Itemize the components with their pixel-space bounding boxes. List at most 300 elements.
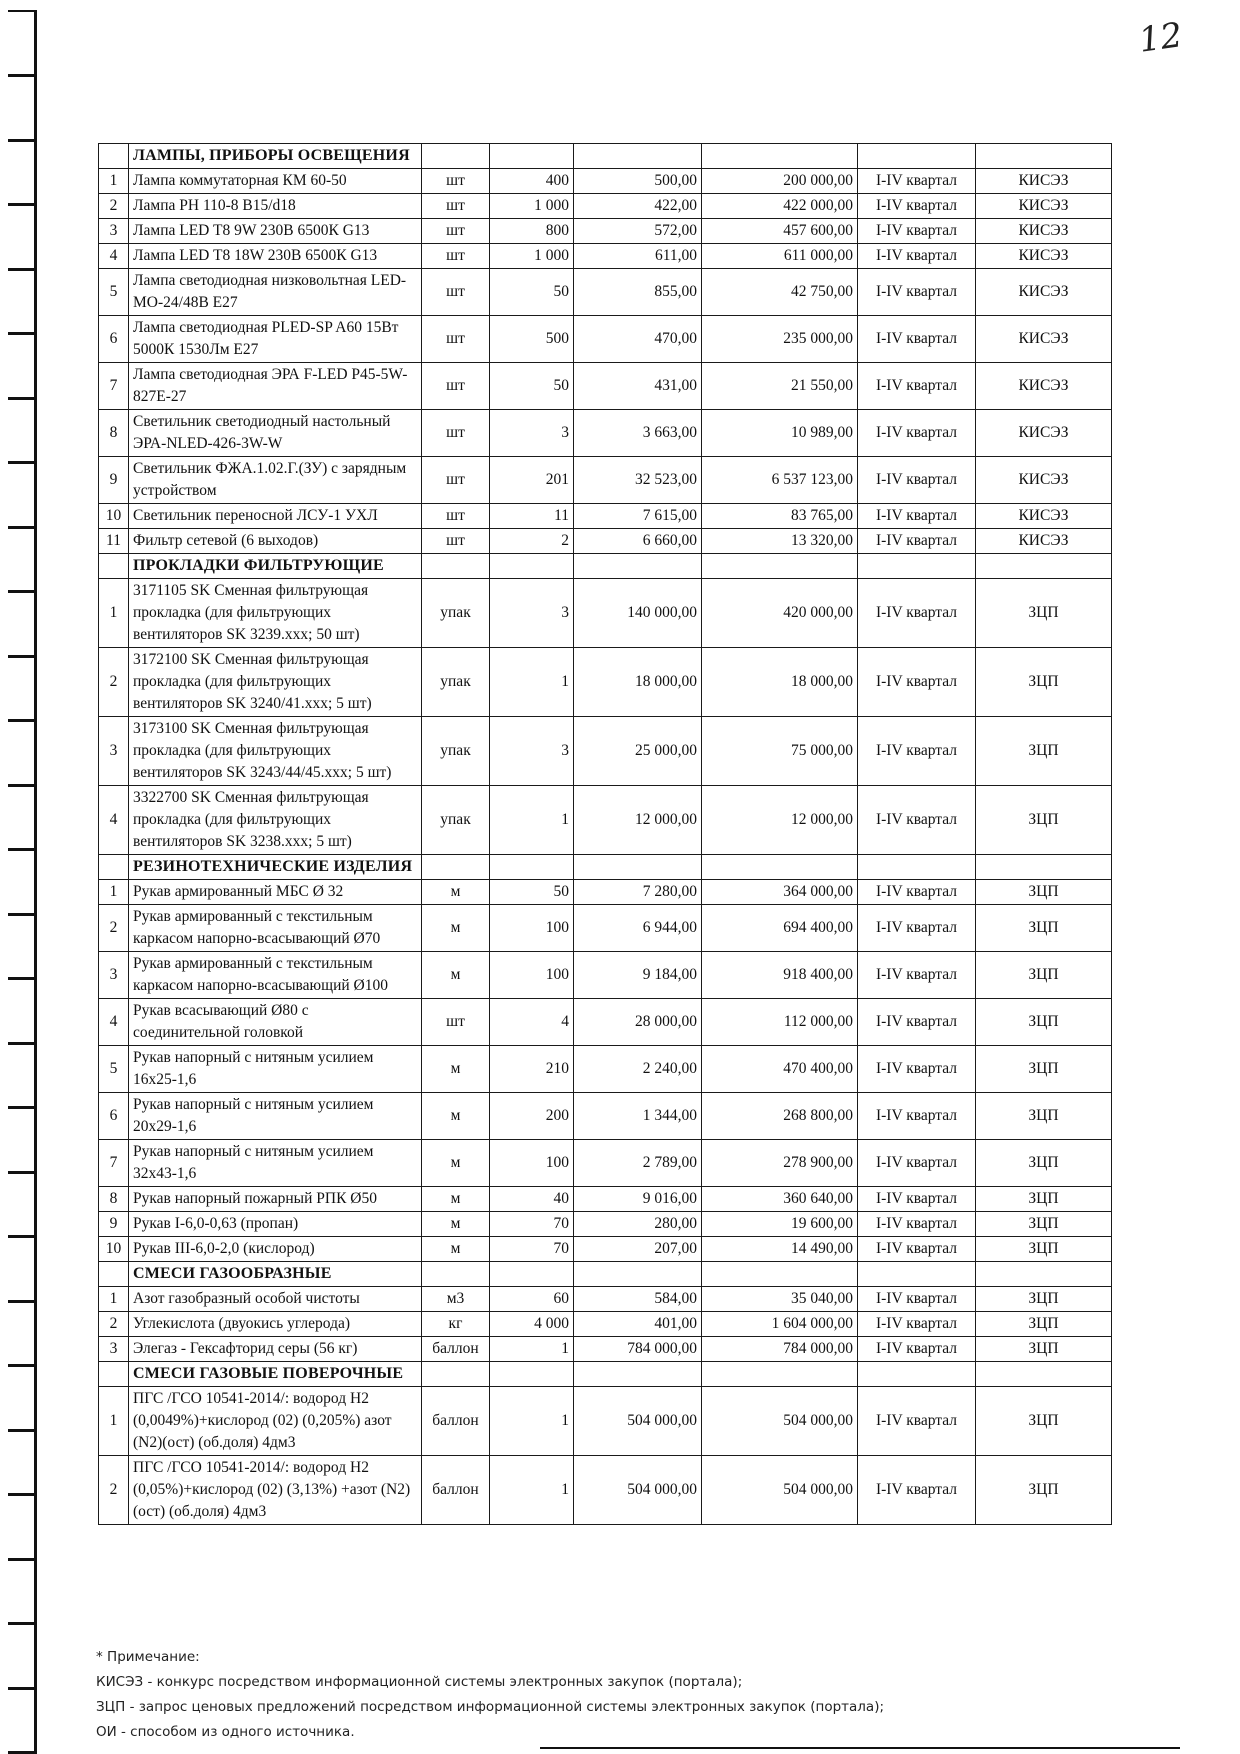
empty-cell xyxy=(976,1362,1112,1387)
empty-cell xyxy=(702,1362,858,1387)
item-name-cell: 3173100 SK Сменная фильтрующая прокладка (для фильтрующих вентиляторов SK 3243/44/45.xxx; 5 шт) xyxy=(129,717,422,786)
unit-price-cell: 207,00 xyxy=(574,1237,702,1262)
unit-cell: м xyxy=(422,1093,490,1140)
item-name-cell: ПГС /ГСО 10541-2014/: водород H2 (0,0049%)+кислород (02) (0,205%) азот (N2)(ост) (об.доля) 4дм3 xyxy=(129,1387,422,1456)
procurement-method-cell: КИСЭЗ xyxy=(976,529,1112,554)
quantity-cell: 1 000 xyxy=(490,244,574,269)
table-row xyxy=(99,269,1112,316)
table-body xyxy=(99,144,1112,1525)
row-number-cell: 2 xyxy=(99,1312,129,1337)
unit-price-cell: 784 000,00 xyxy=(574,1337,702,1362)
total-sum-cell: 35 040,00 xyxy=(702,1287,858,1312)
period-cell: I-IV квартал xyxy=(858,648,976,717)
total-sum-cell: 10 989,00 xyxy=(702,410,858,457)
unit-price-cell: 7 280,00 xyxy=(574,880,702,905)
period-cell: I-IV квартал xyxy=(858,1140,976,1187)
unit-cell: м xyxy=(422,1212,490,1237)
table-row xyxy=(99,1237,1112,1262)
unit-cell: шт xyxy=(422,999,490,1046)
table-row xyxy=(99,504,1112,529)
unit-cell: кг xyxy=(422,1312,490,1337)
period-cell: I-IV квартал xyxy=(858,1046,976,1093)
row-number-cell: 8 xyxy=(99,410,129,457)
empty-cell xyxy=(490,855,574,880)
total-sum-cell: 1 604 000,00 xyxy=(702,1312,858,1337)
empty-cell xyxy=(858,144,976,169)
empty-cell xyxy=(574,1362,702,1387)
quantity-cell: 11 xyxy=(490,504,574,529)
period-cell: I-IV квартал xyxy=(858,219,976,244)
empty-cell xyxy=(574,1262,702,1287)
unit-price-cell: 140 000,00 xyxy=(574,579,702,648)
empty-cell xyxy=(490,1362,574,1387)
row-number-cell: 5 xyxy=(99,1046,129,1093)
total-sum-cell: 6 537 123,00 xyxy=(702,457,858,504)
total-sum-cell: 112 000,00 xyxy=(702,999,858,1046)
section-title: СМЕСИ ГАЗООБРАЗНЫЕ xyxy=(129,1262,422,1287)
unit-cell: шт xyxy=(422,457,490,504)
row-number-cell: 9 xyxy=(99,1212,129,1237)
procurement-method-cell: КИСЭЗ xyxy=(976,316,1112,363)
table-row xyxy=(99,457,1112,504)
total-sum-cell: 784 000,00 xyxy=(702,1337,858,1362)
total-sum-cell: 360 640,00 xyxy=(702,1187,858,1212)
quantity-cell: 1 xyxy=(490,1337,574,1362)
item-name-cell: Лампа светодиодная низковольтная LED-МО-24/48В Е27 xyxy=(129,269,422,316)
unit-cell: баллон xyxy=(422,1337,490,1362)
item-name-cell: Лампа LED T8 18W 230В 6500К G13 xyxy=(129,244,422,269)
procurement-method-cell: ЗЦП xyxy=(976,1140,1112,1187)
binding-mark xyxy=(8,784,37,851)
section-header-row xyxy=(99,144,1112,169)
table-row xyxy=(99,1140,1112,1187)
total-sum-cell: 19 600,00 xyxy=(702,1212,858,1237)
quantity-cell: 100 xyxy=(490,952,574,999)
total-sum-cell: 278 900,00 xyxy=(702,1140,858,1187)
row-number-cell: 2 xyxy=(99,648,129,717)
procurement-method-cell: КИСЭЗ xyxy=(976,410,1112,457)
item-name-cell: Светильник переносной ЛСУ-1 УХЛ xyxy=(129,504,422,529)
quantity-cell: 3 xyxy=(490,717,574,786)
section-header-row xyxy=(99,1262,1112,1287)
empty-cell xyxy=(976,855,1112,880)
empty-cell xyxy=(490,554,574,579)
unit-cell: баллон xyxy=(422,1456,490,1525)
item-name-cell: Лампа LED T8 9W 230В 6500К G13 xyxy=(129,219,422,244)
binding-mark xyxy=(8,1623,37,1690)
table-row xyxy=(99,1046,1112,1093)
notes-title: * Примечание: xyxy=(96,1649,200,1665)
period-cell: I-IV квартал xyxy=(858,579,976,648)
binding-mark xyxy=(8,75,37,142)
total-sum-cell: 75 000,00 xyxy=(702,717,858,786)
unit-price-cell: 500,00 xyxy=(574,169,702,194)
total-sum-cell: 21 550,00 xyxy=(702,363,858,410)
period-cell: I-IV квартал xyxy=(858,1187,976,1212)
procurement-method-cell: ЗЦП xyxy=(976,1456,1112,1525)
binding-mark xyxy=(8,1236,37,1303)
unit-price-cell: 3 663,00 xyxy=(574,410,702,457)
quantity-cell: 1 xyxy=(490,648,574,717)
empty-cell xyxy=(490,1262,574,1287)
period-cell: I-IV квартал xyxy=(858,880,976,905)
table-row xyxy=(99,529,1112,554)
unit-cell: шт xyxy=(422,244,490,269)
quantity-cell: 800 xyxy=(490,219,574,244)
binding-mark xyxy=(8,720,37,787)
quantity-cell: 1 xyxy=(490,786,574,855)
unit-price-cell: 9 016,00 xyxy=(574,1187,702,1212)
unit-price-cell: 855,00 xyxy=(574,269,702,316)
quantity-cell: 3 xyxy=(490,579,574,648)
procurement-method-cell: ЗЦП xyxy=(976,786,1112,855)
table-row xyxy=(99,1093,1112,1140)
quantity-cell: 70 xyxy=(490,1212,574,1237)
section-title: ЛАМПЫ, ПРИБОРЫ ОСВЕЩЕНИЯ xyxy=(129,144,422,169)
unit-price-cell: 7 615,00 xyxy=(574,504,702,529)
item-name-cell: Рукав армированный с текстильным каркасом напорно-всасывающий Ø70 xyxy=(129,905,422,952)
empty-cell xyxy=(490,144,574,169)
binding-holes xyxy=(8,10,40,1750)
empty-cell xyxy=(858,554,976,579)
total-sum-cell: 42 750,00 xyxy=(702,269,858,316)
table-row xyxy=(99,169,1112,194)
item-name-cell: Рукав всасывающий Ø80 с соединительной головкой xyxy=(129,999,422,1046)
unit-cell: упак xyxy=(422,786,490,855)
period-cell: I-IV квартал xyxy=(858,457,976,504)
item-name-cell: Светильник ФЖА.1.02.Г.(ЗУ) с зарядным устройством xyxy=(129,457,422,504)
table-row xyxy=(99,905,1112,952)
procurement-method-cell: КИСЭЗ xyxy=(976,504,1112,529)
item-name-cell: Лампа коммутаторная КМ 60-50 xyxy=(129,169,422,194)
table-row xyxy=(99,219,1112,244)
item-name-cell: Азот газобразный особой чистоты xyxy=(129,1287,422,1312)
item-name-cell: 3172100 SK Сменная фильтрующая прокладка (для фильтрующих вентиляторов SK 3240/41.xxx; 5 шт) xyxy=(129,648,422,717)
empty-cell xyxy=(976,144,1112,169)
table-row xyxy=(99,1456,1112,1525)
period-cell: I-IV квартал xyxy=(858,1312,976,1337)
section-header-row xyxy=(99,855,1112,880)
empty-cell xyxy=(702,855,858,880)
quantity-cell: 400 xyxy=(490,169,574,194)
note-line: ОИ - способом из одного источника. xyxy=(96,1724,355,1740)
section-header-row xyxy=(99,554,1112,579)
binding-mark xyxy=(8,978,37,1045)
procurement-method-cell: ЗЦП xyxy=(976,905,1112,952)
table-row xyxy=(99,1337,1112,1362)
total-sum-cell: 611 000,00 xyxy=(702,244,858,269)
section-header-row xyxy=(99,1362,1112,1387)
item-name-cell: Рукав напорный с нитяным усилием 20х29-1,6 xyxy=(129,1093,422,1140)
item-name-cell: Фильтр сетевой (6 выходов) xyxy=(129,529,422,554)
unit-price-cell: 431,00 xyxy=(574,363,702,410)
binding-mark xyxy=(8,1687,37,1754)
row-number-cell: 6 xyxy=(99,1093,129,1140)
unit-price-cell: 12 000,00 xyxy=(574,786,702,855)
row-number-cell: 7 xyxy=(99,1140,129,1187)
table-row xyxy=(99,880,1112,905)
unit-cell: шт xyxy=(422,410,490,457)
total-sum-cell: 422 000,00 xyxy=(702,194,858,219)
section-title: РЕЗИНОТЕХНИЧЕСКИЕ ИЗДЕЛИЯ xyxy=(129,855,422,880)
quantity-cell: 70 xyxy=(490,1237,574,1262)
binding-mark xyxy=(8,1042,37,1109)
item-name-cell: ПГС /ГСО 10541-2014/: водород H2 (0,05%)+кислород (02) (3,13%) +азот (N2)(ост) (об.доля) 4дм3 xyxy=(129,1456,422,1525)
total-sum-cell: 504 000,00 xyxy=(702,1456,858,1525)
empty-cell xyxy=(702,144,858,169)
unit-cell: упак xyxy=(422,717,490,786)
empty-cell xyxy=(858,1262,976,1287)
binding-mark xyxy=(8,462,37,529)
unit-price-cell: 280,00 xyxy=(574,1212,702,1237)
note-line: КИСЭЗ - конкурс посредством информационной системы электронных закупок (портала); xyxy=(96,1674,743,1690)
procurement-method-cell: ЗЦП xyxy=(976,880,1112,905)
period-cell: I-IV квартал xyxy=(858,1093,976,1140)
procurement-method-cell: ЗЦП xyxy=(976,717,1112,786)
binding-mark xyxy=(8,655,37,722)
total-sum-cell: 420 000,00 xyxy=(702,579,858,648)
procurement-method-cell: ЗЦП xyxy=(976,1237,1112,1262)
binding-mark xyxy=(8,333,37,400)
procurement-table xyxy=(98,143,1112,1525)
total-sum-cell: 457 600,00 xyxy=(702,219,858,244)
period-cell: I-IV квартал xyxy=(858,504,976,529)
total-sum-cell: 14 490,00 xyxy=(702,1237,858,1262)
binding-mark xyxy=(8,1300,37,1367)
empty-cell xyxy=(99,855,129,880)
item-name-cell: Лампа РН 110-8 В15/d18 xyxy=(129,194,422,219)
unit-cell: баллон xyxy=(422,1387,490,1456)
binding-mark xyxy=(8,204,37,271)
table-row xyxy=(99,1187,1112,1212)
binding-mark xyxy=(8,1107,37,1174)
unit-price-cell: 32 523,00 xyxy=(574,457,702,504)
total-sum-cell: 12 000,00 xyxy=(702,786,858,855)
unit-cell: м xyxy=(422,1187,490,1212)
row-number-cell: 2 xyxy=(99,905,129,952)
period-cell: I-IV квартал xyxy=(858,269,976,316)
total-sum-cell: 504 000,00 xyxy=(702,1387,858,1456)
unit-cell: упак xyxy=(422,648,490,717)
procurement-method-cell: КИСЭЗ xyxy=(976,169,1112,194)
quantity-cell: 1 xyxy=(490,1456,574,1525)
binding-mark xyxy=(8,1558,37,1625)
unit-cell: шт xyxy=(422,194,490,219)
empty-cell xyxy=(422,144,490,169)
item-name-cell: Рукав напорный с нитяным усилием 32х43-1,6 xyxy=(129,1140,422,1187)
total-sum-cell: 200 000,00 xyxy=(702,169,858,194)
row-number-cell: 1 xyxy=(99,1387,129,1456)
period-cell: I-IV квартал xyxy=(858,717,976,786)
unit-price-cell: 470,00 xyxy=(574,316,702,363)
row-number-cell: 5 xyxy=(99,269,129,316)
quantity-cell: 200 xyxy=(490,1093,574,1140)
quantity-cell: 100 xyxy=(490,905,574,952)
procurement-method-cell: ЗЦП xyxy=(976,952,1112,999)
row-number-cell: 7 xyxy=(99,363,129,410)
item-name-cell: Углекислота (двуокись углерода) xyxy=(129,1312,422,1337)
empty-cell xyxy=(422,1262,490,1287)
empty-cell xyxy=(422,554,490,579)
table-row xyxy=(99,244,1112,269)
row-number-cell: 4 xyxy=(99,786,129,855)
quantity-cell: 2 xyxy=(490,529,574,554)
table-row xyxy=(99,194,1112,219)
empty-cell xyxy=(858,855,976,880)
row-number-cell: 8 xyxy=(99,1187,129,1212)
table-row xyxy=(99,1387,1112,1456)
row-number-cell: 10 xyxy=(99,1237,129,1262)
unit-cell: шт xyxy=(422,316,490,363)
period-cell: I-IV квартал xyxy=(858,1337,976,1362)
table-row xyxy=(99,999,1112,1046)
empty-cell xyxy=(99,1362,129,1387)
empty-cell xyxy=(99,1262,129,1287)
row-number-cell: 2 xyxy=(99,1456,129,1525)
unit-price-cell: 25 000,00 xyxy=(574,717,702,786)
unit-cell: шт xyxy=(422,529,490,554)
period-cell: I-IV квартал xyxy=(858,786,976,855)
quantity-cell: 100 xyxy=(490,1140,574,1187)
total-sum-cell: 18 000,00 xyxy=(702,648,858,717)
total-sum-cell: 83 765,00 xyxy=(702,504,858,529)
quantity-cell: 50 xyxy=(490,363,574,410)
binding-mark xyxy=(8,913,37,980)
row-number-cell: 9 xyxy=(99,457,129,504)
binding-mark xyxy=(8,1171,37,1238)
period-cell: I-IV квартал xyxy=(858,1387,976,1456)
procurement-method-cell: КИСЭЗ xyxy=(976,363,1112,410)
binding-mark xyxy=(8,1494,37,1561)
procurement-method-cell: ЗЦП xyxy=(976,1212,1112,1237)
period-cell: I-IV квартал xyxy=(858,363,976,410)
procurement-method-cell: ЗЦП xyxy=(976,1187,1112,1212)
unit-price-cell: 2 789,00 xyxy=(574,1140,702,1187)
note-line: ЗЦП - запрос ценовых предложений посредством информационной системы электронных закупок (портала); xyxy=(96,1699,885,1715)
empty-cell xyxy=(422,855,490,880)
procurement-method-cell: ЗЦП xyxy=(976,648,1112,717)
unit-price-cell: 401,00 xyxy=(574,1312,702,1337)
binding-mark xyxy=(8,1365,37,1432)
procurement-method-cell: КИСЭЗ xyxy=(976,457,1112,504)
section-title: ПРОКЛАДКИ ФИЛЬТРУЮЩИЕ xyxy=(129,554,422,579)
quantity-cell: 1 xyxy=(490,1387,574,1456)
quantity-cell: 50 xyxy=(490,880,574,905)
unit-price-cell: 422,00 xyxy=(574,194,702,219)
total-sum-cell: 918 400,00 xyxy=(702,952,858,999)
empty-cell xyxy=(574,144,702,169)
table-row xyxy=(99,786,1112,855)
total-sum-cell: 235 000,00 xyxy=(702,316,858,363)
binding-mark xyxy=(8,526,37,593)
unit-cell: м xyxy=(422,1237,490,1262)
total-sum-cell: 268 800,00 xyxy=(702,1093,858,1140)
row-number-cell: 3 xyxy=(99,219,129,244)
row-number-cell: 3 xyxy=(99,952,129,999)
item-name-cell: 3322700 SK Сменная фильтрующая прокладка (для фильтрующих вентиляторов SK 3238.xxx; 5 шт) xyxy=(129,786,422,855)
unit-price-cell: 18 000,00 xyxy=(574,648,702,717)
period-cell: I-IV квартал xyxy=(858,410,976,457)
unit-price-cell: 6 944,00 xyxy=(574,905,702,952)
unit-cell: шт xyxy=(422,219,490,244)
unit-price-cell: 2 240,00 xyxy=(574,1046,702,1093)
empty-cell xyxy=(574,855,702,880)
unit-price-cell: 9 184,00 xyxy=(574,952,702,999)
table-row xyxy=(99,410,1112,457)
row-number-cell: 10 xyxy=(99,504,129,529)
period-cell: I-IV квартал xyxy=(858,316,976,363)
section-title: СМЕСИ ГАЗОВЫЕ ПОВЕРОЧНЫЕ xyxy=(129,1362,422,1387)
binding-mark xyxy=(8,849,37,916)
table-row xyxy=(99,363,1112,410)
table-row xyxy=(99,1287,1112,1312)
procurement-method-cell: ЗЦП xyxy=(976,1046,1112,1093)
unit-price-cell: 572,00 xyxy=(574,219,702,244)
unit-price-cell: 504 000,00 xyxy=(574,1456,702,1525)
table-row xyxy=(99,717,1112,786)
procurement-method-cell: ЗЦП xyxy=(976,1287,1112,1312)
procurement-method-cell: ЗЦП xyxy=(976,1312,1112,1337)
quantity-cell: 40 xyxy=(490,1187,574,1212)
unit-price-cell: 28 000,00 xyxy=(574,999,702,1046)
item-name-cell: Рукав армированный с текстильным каркасом напорно-всасывающий Ø100 xyxy=(129,952,422,999)
unit-cell: м xyxy=(422,880,490,905)
quantity-cell: 4 000 xyxy=(490,1312,574,1337)
item-name-cell: Элегаз - Гексафторид серы (56 кг) xyxy=(129,1337,422,1362)
empty-cell xyxy=(976,554,1112,579)
item-name-cell: Рукав III-6,0-2,0 (кислород) xyxy=(129,1237,422,1262)
unit-cell: упак xyxy=(422,579,490,648)
table-row xyxy=(99,1312,1112,1337)
unit-cell: шт xyxy=(422,363,490,410)
table-row xyxy=(99,579,1112,648)
item-name-cell: Рукав напорный пожарный РПК Ø50 xyxy=(129,1187,422,1212)
bottom-rule xyxy=(540,1747,1180,1749)
table-row xyxy=(99,952,1112,999)
procurement-method-cell: ЗЦП xyxy=(976,999,1112,1046)
unit-price-cell: 611,00 xyxy=(574,244,702,269)
period-cell: I-IV квартал xyxy=(858,244,976,269)
period-cell: I-IV квартал xyxy=(858,905,976,952)
row-number-cell: 4 xyxy=(99,244,129,269)
period-cell: I-IV квартал xyxy=(858,1456,976,1525)
item-name-cell: Лампа светодиодная PLED-SP A60 15Вт 5000К 1530Лм Е27 xyxy=(129,316,422,363)
empty-cell xyxy=(702,554,858,579)
unit-price-cell: 584,00 xyxy=(574,1287,702,1312)
unit-cell: шт xyxy=(422,169,490,194)
empty-cell xyxy=(858,1362,976,1387)
empty-cell xyxy=(702,1262,858,1287)
total-sum-cell: 364 000,00 xyxy=(702,880,858,905)
total-sum-cell: 470 400,00 xyxy=(702,1046,858,1093)
row-number-cell: 3 xyxy=(99,1337,129,1362)
unit-cell: м xyxy=(422,1140,490,1187)
row-number-cell: 2 xyxy=(99,194,129,219)
binding-mark xyxy=(8,397,37,464)
row-number-cell: 1 xyxy=(99,880,129,905)
procurement-method-cell: ЗЦП xyxy=(976,579,1112,648)
row-number-cell: 3 xyxy=(99,717,129,786)
item-name-cell: 3171105 SK Сменная фильтрующая прокладка (для фильтрующих вентиляторов SK 3239.xxx; 50 шт) xyxy=(129,579,422,648)
unit-price-cell: 504 000,00 xyxy=(574,1387,702,1456)
period-cell: I-IV квартал xyxy=(858,952,976,999)
table-row xyxy=(99,316,1112,363)
item-name-cell: Рукав армированный МБС Ø 32 xyxy=(129,880,422,905)
binding-mark xyxy=(8,10,37,77)
unit-cell: м xyxy=(422,1046,490,1093)
unit-cell: м xyxy=(422,952,490,999)
quantity-cell: 50 xyxy=(490,269,574,316)
